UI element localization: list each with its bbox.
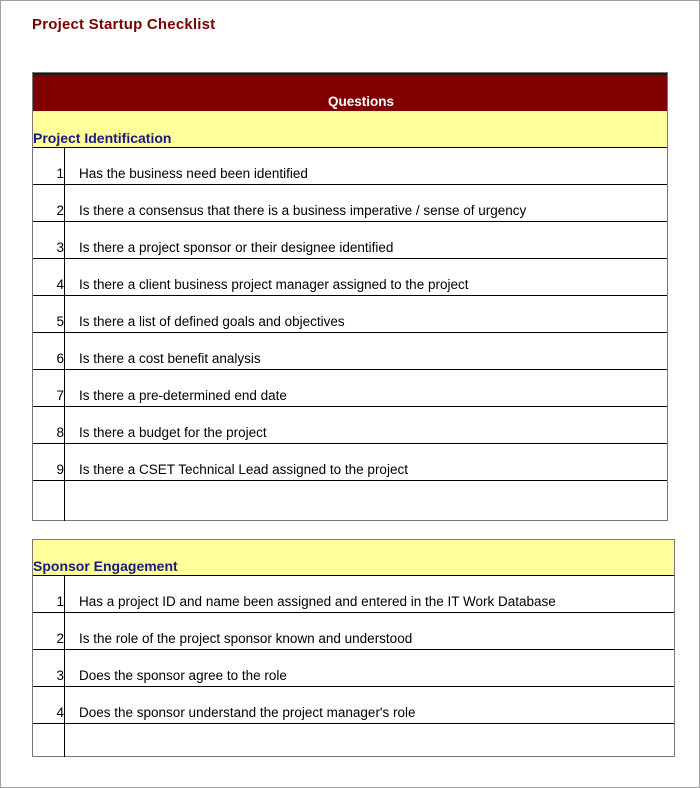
row-number: 3 [56, 240, 64, 255]
row-number: 4 [56, 705, 64, 720]
blank-row [33, 481, 667, 521]
question-text: Is there a pre-determined end date [79, 388, 287, 403]
row-number: 1 [56, 594, 64, 609]
question-text: Has the business need been identified [79, 166, 308, 181]
row-number: 9 [56, 462, 64, 477]
row-number: 6 [56, 351, 64, 366]
row-number: 1 [56, 166, 64, 181]
sponsor-engagement-table [32, 539, 675, 757]
section-title-project-identification: Project Identification [33, 130, 172, 146]
question-text: Is there a budget for the project [79, 425, 267, 440]
questions-header-label: Questions [327, 94, 394, 109]
checklist-row [33, 333, 667, 370]
section-title-sponsor-engagement: Sponsor Engagement [33, 558, 178, 574]
checklist-row [33, 296, 667, 333]
question-text: Is the role of the project sponsor known and understood [79, 631, 413, 646]
page-title: Project Startup Checklist [32, 16, 216, 33]
question-text: Does the sponsor agree to the role [79, 668, 287, 683]
row-number: 2 [56, 631, 64, 646]
row-number: 2 [56, 203, 64, 218]
row-number: 7 [56, 388, 64, 403]
question-text: Is there a CSET Technical Lead assigned to the project [79, 462, 408, 477]
checklist-row [33, 148, 667, 185]
checklist-row [33, 576, 674, 613]
checklist-row [33, 370, 667, 407]
row-number: 8 [56, 425, 64, 440]
question-text: Is there a project sponsor or their designee identified [79, 240, 394, 255]
checklist-row [33, 185, 667, 222]
checklist-row [33, 222, 667, 259]
section-header [33, 540, 674, 576]
row-number: 4 [56, 277, 64, 292]
checklist-row [33, 613, 674, 650]
section-header [33, 111, 667, 148]
row-number: 3 [56, 668, 64, 683]
blank-row [33, 724, 674, 757]
questions-header [33, 73, 667, 111]
checklist-row [33, 650, 674, 687]
checklist-row [33, 407, 667, 444]
row-number: 5 [56, 314, 64, 329]
project-identification-table [32, 72, 668, 521]
question-text: Is there a consensus that there is a business imperative / sense of urgency [79, 203, 527, 218]
question-text: Does the sponsor understand the project manager's role [79, 705, 416, 720]
checklist-row [33, 687, 674, 724]
question-text: Has a project ID and name been assigned and entered in the IT Work Database [79, 594, 556, 609]
checklist-row [33, 444, 667, 481]
question-text: Is there a client business project manager assigned to the project [79, 277, 469, 292]
question-text: Is there a cost benefit analysis [79, 351, 261, 366]
checklist-row [33, 259, 667, 296]
question-text: Is there a list of defined goals and objectives [79, 314, 345, 329]
